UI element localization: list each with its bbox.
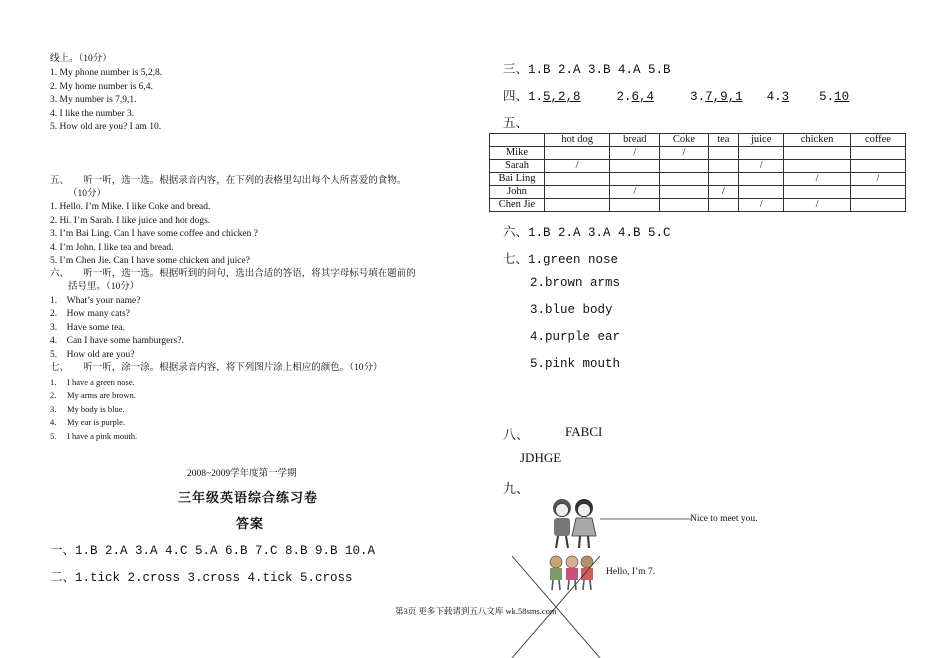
ans4-label-2: 2. <box>616 90 632 104</box>
ans4-label-5: 5. <box>819 90 835 104</box>
ans4-value-2: 6,4 <box>631 90 655 104</box>
table-cell <box>708 199 739 212</box>
answer-section-7-item-3: 3.blue body <box>530 303 613 317</box>
table-cell <box>545 186 610 199</box>
answer-section-8-label: 八、 <box>503 427 530 442</box>
ans4-label: 四、1. <box>503 90 544 104</box>
answer-title: 答案 <box>236 517 265 532</box>
table-row <box>490 186 906 199</box>
s6-item-1: 1. What’s your name? <box>50 296 141 306</box>
table-header-cell: tea <box>708 134 739 147</box>
table-cell: / <box>610 147 660 160</box>
table-cell <box>660 199 708 212</box>
exam-title: 三年级英语综合练习卷 <box>178 491 319 506</box>
s5-item-4: 4. I’m John. I like tea and bread. <box>50 243 174 253</box>
ans4-value-4: 3 <box>781 90 790 104</box>
table-cell <box>545 199 610 212</box>
answer-section-8-line-1: FABCI <box>565 424 603 439</box>
table-cell <box>850 160 905 173</box>
s6-item-2: 2. How many cats? <box>50 309 130 319</box>
section4-tail: 线上。（10分） <box>50 54 112 64</box>
s6-item-5: 5. How old are you? <box>50 350 135 360</box>
s4-item-2: 2. My home number is 6,4. <box>50 82 153 92</box>
table-cell: Sarah <box>490 160 545 173</box>
table-header-cell: hot dog <box>545 134 610 147</box>
answer-9-text-2: Hello, I’m 7. <box>606 567 656 577</box>
s7-item-3: 3. My body is blue. <box>50 404 125 414</box>
answer-9-text-1: Nice to meet you. <box>690 514 758 524</box>
section7-heading: 七、 听一听，涂一涂。根据录音内容，将下列图片涂上相应的颜色。（10分） <box>50 363 383 373</box>
food-preference-table <box>489 133 906 212</box>
answer-section-2: 二、1.tick 2.cross 3.cross 4.tick 5.cross <box>50 571 353 585</box>
table-header-row <box>490 134 906 147</box>
table-cell <box>660 160 708 173</box>
table-header-cell: bread <box>610 134 660 147</box>
s7-item-1: 1. I have a green nose. <box>50 377 135 387</box>
table-cell: John <box>490 186 545 199</box>
table-cell <box>545 173 610 186</box>
answer-section-3: 三、1.B 2.A 3.B 4.A 5.B <box>503 63 671 77</box>
table-cell <box>784 186 851 199</box>
answer-section-7-item-5: 5.pink mouth <box>530 357 621 371</box>
s5-item-3: 3. I’m Bai Ling. Can I have some coffee and chicken ? <box>50 229 258 239</box>
school-year: 2008~2009学年度第一学期 <box>187 469 297 479</box>
s4-item-4: 4. I like the number 3. <box>50 109 135 119</box>
answer-section-6: 六、1.B 2.A 3.A 4.B 5.C <box>503 226 671 240</box>
table-cell <box>610 173 660 186</box>
table-cell <box>784 147 851 160</box>
answer-section-5-label: 五、 <box>503 117 529 131</box>
answer-section-7-item-4: 4.purple ear <box>530 330 621 344</box>
s6-item-4: 4. Can I have some hamburgers?. <box>50 336 184 346</box>
s4-item-5: 5. How old are you? I am 10. <box>50 122 162 132</box>
table-cell: / <box>850 173 905 186</box>
answer-section-7-item-2: 2.brown arms <box>530 276 621 290</box>
s5-item-5: 5. I’m Chen Jie. Can I have some chicken and juice? <box>50 256 250 266</box>
table-cell <box>660 173 708 186</box>
table-cell: / <box>739 160 784 173</box>
table-cell: / <box>739 199 784 212</box>
table-cell <box>610 199 660 212</box>
table-header-cell <box>490 134 545 147</box>
table-header-cell: coffee <box>850 134 905 147</box>
table-cell <box>739 147 784 160</box>
table-cell: / <box>708 186 739 199</box>
table-header-cell: juice <box>739 134 784 147</box>
ans4-label-3: 3. <box>690 90 706 104</box>
table-cell <box>784 160 851 173</box>
table-cell: Chen Jie <box>490 199 545 212</box>
table-cell <box>739 186 784 199</box>
s7-item-4: 4. My ear is purple. <box>50 417 126 427</box>
table-row <box>490 173 906 186</box>
section6-heading-cont: 括号里。（10分） <box>68 282 140 292</box>
table-cell: / <box>784 199 851 212</box>
table-cell <box>708 160 739 173</box>
table-row <box>490 199 906 212</box>
table-cell: / <box>784 173 851 186</box>
greeting-couple-illustration <box>553 499 596 548</box>
answer-section-9-label: 九、 <box>503 481 530 496</box>
table-cell <box>850 147 905 160</box>
section5-score: （10分） <box>68 189 107 199</box>
answer-section-1: 一、1.B 2.A 3.A 4.C 5.A 6.B 7.C 8.B 9.B 10.A <box>50 544 376 558</box>
table-cell: Mike <box>490 147 545 160</box>
table-header-cell: Coke <box>660 134 708 147</box>
matching-line-ext <box>640 518 692 522</box>
page-footer: 第3页 更多下载请到五八文库 wk.58sms.com <box>395 606 557 616</box>
table-cell <box>739 173 784 186</box>
table-cell: Bai Ling <box>490 173 545 186</box>
table-cell <box>708 147 739 160</box>
table-row <box>490 147 906 160</box>
table-cell <box>850 199 905 212</box>
ans4-value-1: 5,2,8 <box>543 90 581 104</box>
table-cell <box>610 160 660 173</box>
s5-item-2: 2. Hi. I’m Sarah. I like juice and hot dogs. <box>50 216 211 226</box>
answer-section-8-line-2: JDHGE <box>520 450 562 465</box>
s4-item-1: 1. My phone number is 5,2,8. <box>50 68 163 78</box>
s5-item-1: 1. Hello. I’m Mike. I like Coke and bread. <box>50 202 211 212</box>
ans4-value-3: 7,9,1 <box>705 90 743 104</box>
s7-item-2: 2. My arms are brown. <box>50 390 136 400</box>
table-header-cell: chicken <box>784 134 851 147</box>
section6-heading: 六、 听一听，选一选。根据听到的问句，选出合适的答语，将其字母标号填在题前的 <box>50 269 416 279</box>
table-cell: / <box>545 160 610 173</box>
table-cell <box>660 186 708 199</box>
table-cell <box>850 186 905 199</box>
table-row <box>490 160 906 173</box>
children-illustration <box>550 556 593 590</box>
table-cell: / <box>660 147 708 160</box>
ans4-value-5: 10 <box>834 90 850 104</box>
s6-item-3: 3. Have some tea. <box>50 323 125 333</box>
section5-heading: 五、 听一听，选一选。根据录音内容，在下列的表格里勾出每个人所喜爱的食物。 <box>50 176 407 186</box>
s4-item-3: 3. My number is 7,9,1. <box>50 95 137 105</box>
table-cell <box>708 173 739 186</box>
answer-section-4 <box>503 86 849 104</box>
table-cell: / <box>610 186 660 199</box>
table-cell <box>545 147 610 160</box>
s7-item-5: 5. I have a pink mouth. <box>50 431 138 441</box>
ans4-label-4: 4. <box>766 90 782 104</box>
answer-section-7-item-1: 七、1.green nose <box>503 253 619 267</box>
